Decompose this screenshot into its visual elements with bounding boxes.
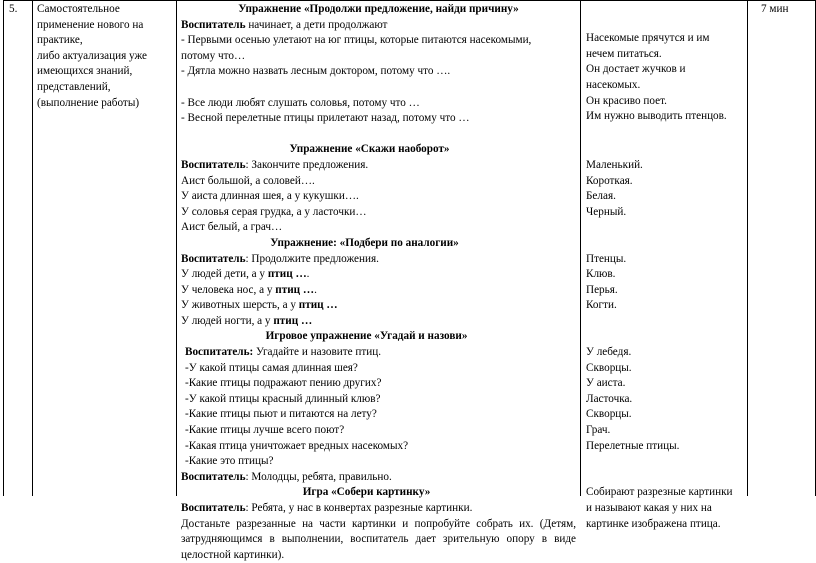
intro-text: начинает, а дети продолжают <box>245 18 388 31</box>
exercise-1-line: - Дятла можно назвать лесным доктором, потому что …. <box>181 65 451 78</box>
exercise-4-question: -У какой птицы красный длинный клюв? <box>185 392 381 405</box>
exercise-1-line: - Весной перелетные птицы прилетают назад, потому что … <box>181 112 470 125</box>
line-text: У людей ногти, а у <box>181 314 274 327</box>
answer-line: Скворцы. <box>586 408 632 421</box>
exercise-4-question: -Какие птицы пьют и питаются на лету? <box>185 408 377 421</box>
stage-line: применение нового на <box>37 18 144 31</box>
stage-line: практике, <box>37 34 83 47</box>
exercise-4-question: -Какие птицы подражают пению других? <box>185 377 382 390</box>
stage-line: имеющихся знаний, <box>37 65 133 78</box>
exercise-3-line <box>181 314 576 330</box>
exercise-2-title: Упражнение «Скажи наоборот» <box>289 143 450 156</box>
answer-line: Перелетные птицы. <box>586 439 680 452</box>
answer-line: У аиста. <box>586 377 626 390</box>
exercise-4-closing <box>181 470 576 486</box>
content-cell <box>181 2 576 563</box>
line-text: . <box>306 268 310 281</box>
exercise-4-question: -Какие это птицы? <box>185 455 274 468</box>
exercise-4-intro <box>181 345 576 361</box>
intro-text: : Продолжите предложения. <box>245 252 379 265</box>
exercise-2-line: Аист белый, а грач… <box>181 221 283 234</box>
time-cell: 7 мин <box>761 3 789 15</box>
answer-line: Перья. <box>586 283 618 296</box>
exercise-1-intro <box>181 18 576 34</box>
answer-line: Короткая. <box>586 174 633 187</box>
line-bold: птиц … <box>273 314 313 327</box>
stage-line: либо актуализация уже <box>37 49 148 62</box>
line-bold: птиц … <box>298 299 338 312</box>
exercise-1-title: Упражнение «Продолжи предложение, найди причину» <box>238 3 519 15</box>
exercise-5-intro <box>181 501 576 517</box>
exercise-3-line <box>181 283 576 299</box>
intro-text: Угадайте и назовите птиц. <box>253 346 382 359</box>
line-text: . <box>314 283 317 296</box>
table-border-top <box>3 0 816 1</box>
intro-text: : Закончите предложения. <box>245 158 369 171</box>
row-number: 5. <box>9 3 18 15</box>
exercise-3-intro <box>181 252 576 268</box>
answer-line: Собирают разрезные картинки <box>586 486 733 499</box>
stage-cell <box>37 2 147 111</box>
answer-line: картинке изображена птица. <box>586 517 721 530</box>
stage-line: представлений, <box>37 80 111 93</box>
exercise-4-question: -У какой птицы самая длинная шея? <box>185 361 358 374</box>
line-text: У животных шерсть, а у <box>181 299 299 312</box>
answer-line: Он достает жучков и <box>586 63 686 76</box>
speaker-label: Воспитатель <box>181 158 246 171</box>
table-divider-1 <box>32 0 33 496</box>
answer-line: У лебедя. <box>586 346 632 359</box>
answer-line: и называют какая у них на <box>586 502 712 514</box>
exercise-4-question: -Какая птица уничтожает вредных насекомых? <box>185 439 409 452</box>
answer-line: Насекомые прячутся и им <box>586 32 710 45</box>
answer-line: Он красиво поет. <box>586 94 667 107</box>
answers-cell <box>586 2 746 532</box>
speaker-label: Воспитатель <box>181 252 246 265</box>
answer-line: Белая. <box>586 190 616 203</box>
line-text: У людей дети, а у <box>181 268 268 281</box>
exercise-3-line <box>181 267 576 283</box>
table-divider-3 <box>580 0 581 496</box>
answer-line: Скворцы. <box>586 361 632 374</box>
exercise-5-title: Игра «Собери картинку» <box>302 486 431 499</box>
answer-line: Клюв. <box>586 268 616 281</box>
exercise-1-line: потому что… <box>181 49 246 62</box>
line-text: У человека нос, а у <box>181 283 276 296</box>
stage-line: Самостоятельное <box>37 3 120 15</box>
answer-line: Маленький. <box>586 158 643 171</box>
speaker-label: Воспитатель <box>181 18 246 31</box>
exercise-5-text: Достаньте разрезанные на части картинки и попробуйте собрать их. (Детям, затрудняющимся в выполнении, воспитатель дает зрительную опору в виде целостной картинки). <box>181 517 576 561</box>
exercise-2-line: У соловья серая грудка, а у ласточки… <box>181 205 367 218</box>
answer-line: Им нужно выводить птенцов. <box>586 110 727 123</box>
speaker-label: Воспитатель <box>181 502 246 514</box>
answer-line: Грач. <box>586 424 611 437</box>
answer-line: Когти. <box>586 299 617 312</box>
exercise-4-title: Игровое упражнение «Угадай и назови» <box>265 330 468 343</box>
line-bold: птиц … <box>267 268 307 281</box>
answer-line: Ласточка. <box>586 392 633 405</box>
closing-text: : Молодцы, ребята, правильно. <box>245 470 392 483</box>
table-border-left <box>3 0 4 496</box>
stage-line: (выполнение работы) <box>37 96 140 109</box>
exercise-1-line: - Все люди любят слушать соловья, потому что … <box>181 96 420 109</box>
exercise-4-question: -Какие птицы лучше всего поют? <box>185 424 345 437</box>
table-divider-4 <box>747 0 748 496</box>
answer-line: нечем питаться. <box>586 47 662 60</box>
speaker-label: Воспитатель: <box>185 346 254 359</box>
answer-line: Черный. <box>586 205 627 218</box>
exercise-2-line: Аист большой, а соловей…. <box>181 174 315 187</box>
exercise-3-line <box>181 298 576 314</box>
intro-text: : Ребята, у нас в конвертах разрезные картинки. <box>245 502 473 514</box>
answer-line: Птенцы. <box>586 252 627 265</box>
speaker-label: Воспитатель <box>181 470 246 483</box>
exercise-2-intro <box>181 158 576 174</box>
exercise-2-line: У аиста длинная шея, а у кукушки…. <box>181 190 359 203</box>
exercise-3-title: Упражнение: «Подбери по аналогии» <box>270 236 459 249</box>
answer-line: насекомых. <box>586 78 641 91</box>
line-bold: птиц … <box>275 283 315 296</box>
exercise-1-line: - Первыми осенью улетают на юг птицы, которые питаются насекомыми, <box>181 34 532 47</box>
